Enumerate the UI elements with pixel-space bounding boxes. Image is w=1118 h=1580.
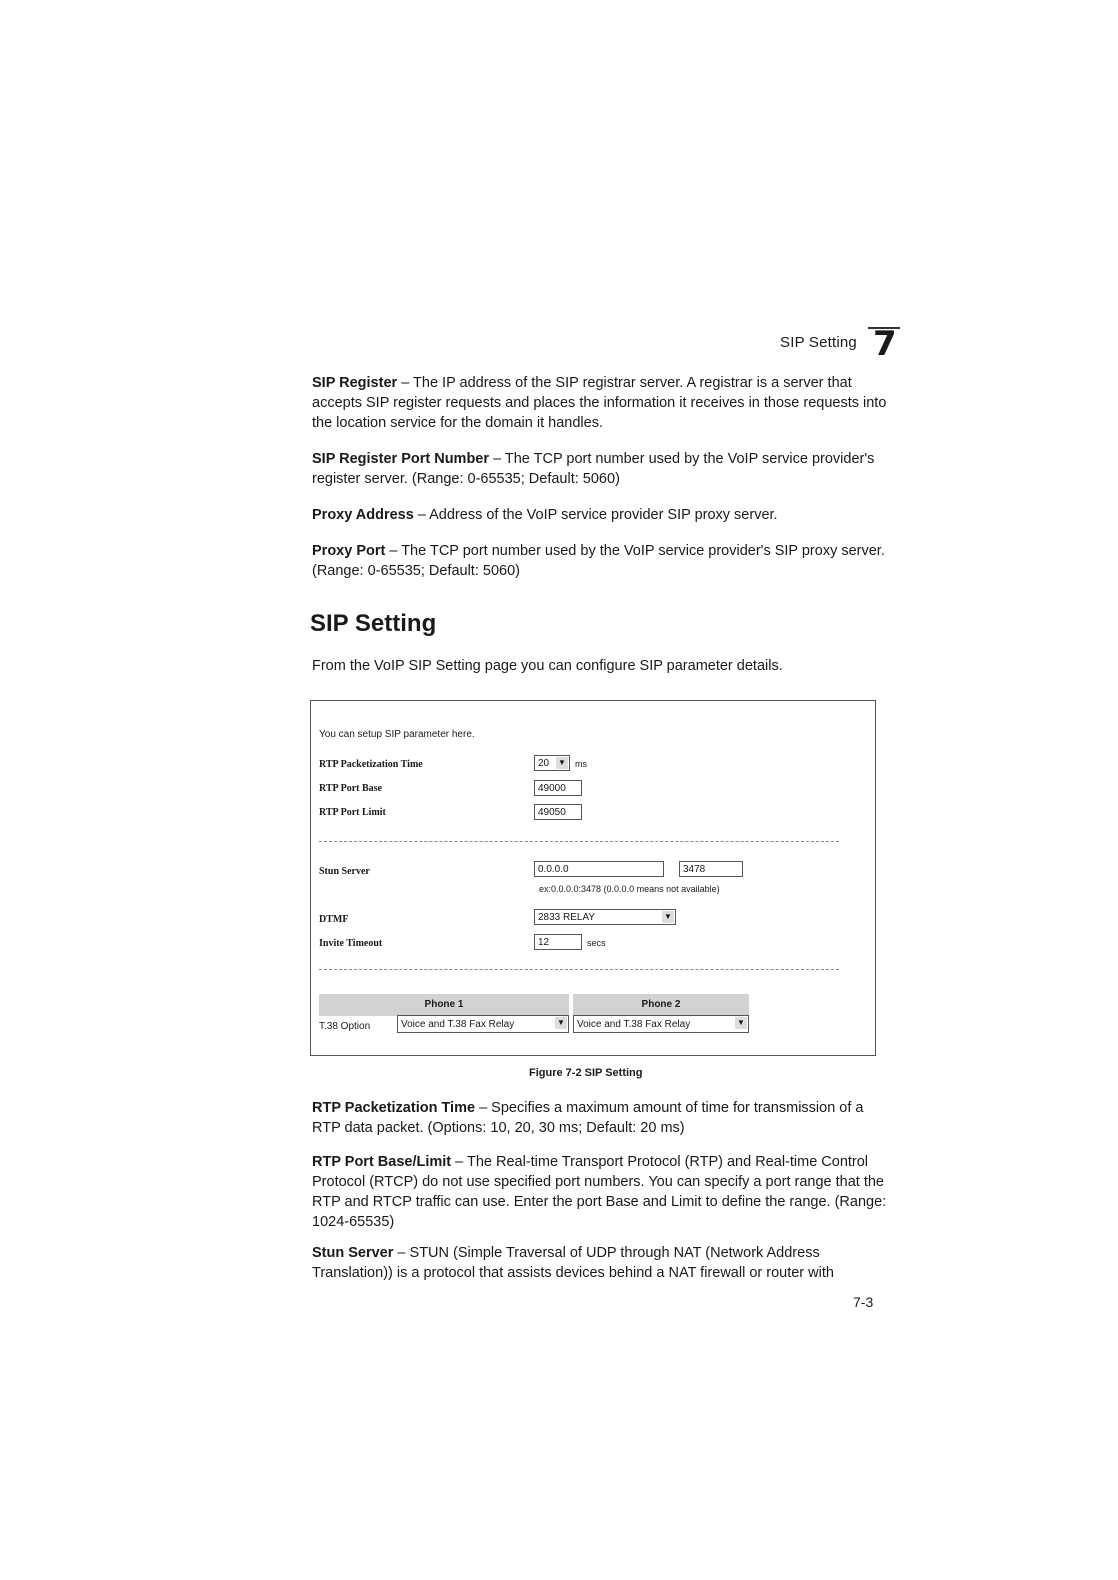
rtp-port-base-label: RTP Port Base: [319, 783, 382, 794]
para-sip-register: [312, 373, 892, 433]
para-rtp-packetization: [312, 1098, 892, 1138]
para-stun-server: [312, 1243, 892, 1283]
desc: – The Real-time Transport Protocol (RTP) and Real-time Control Protocol (RTCP) do not use specified port numbers. You can specify a port range that the RTP and RTCP traffic can use. Enter the port Base and Limit to define the range. (Range: 1024-65535): [312, 1154, 887, 1230]
phone-2-header: Phone 2: [573, 994, 749, 1016]
dtmf-label: DTMF: [319, 914, 349, 925]
desc: – The TCP port number used by the VoIP service provider's SIP proxy server. (Range: 0-65535; Default: 5060): [312, 543, 885, 579]
page-number: 7-3: [853, 1294, 874, 1310]
t38-phone2-value: Voice and T.38 Fax Relay: [577, 1019, 691, 1030]
desc: – STUN (Simple Traversal of UDP through NAT (Network Address Translation)) is a protocol that assists devices behind a NAT firewall or router with: [312, 1245, 834, 1281]
chapter-number: 7: [873, 324, 897, 364]
term: RTP Packetization Time: [312, 1100, 476, 1116]
page-header: [780, 324, 910, 364]
rtp-packetization-value: 20: [538, 758, 550, 769]
term: Stun Server: [312, 1245, 394, 1261]
rtp-port-limit-input[interactable]: 49050: [534, 804, 582, 820]
invite-timeout-unit: secs: [587, 938, 606, 948]
phone-1-header: Phone 1: [319, 994, 569, 1016]
rtp-packetization-label: RTP Packetization Time: [319, 759, 423, 770]
term: Proxy Port: [312, 543, 386, 559]
stun-hint: ex:0.0.0.0:3478 (0.0.0.0 means not available): [539, 884, 720, 894]
rtp-packetization-select[interactable]: [534, 755, 570, 771]
t38-phone1-value: Voice and T.38 Fax Relay: [401, 1019, 515, 1030]
rtp-port-limit-label: RTP Port Limit: [319, 807, 386, 818]
stun-server-input[interactable]: 0.0.0.0: [534, 861, 664, 877]
chevron-down-icon: ▼: [555, 1017, 567, 1029]
desc: – The IP address of the SIP registrar server. A registrar is a server that accepts SIP register requests and places the information it receives in those requests into the location service for the domain it handles.: [312, 375, 887, 431]
rtp-packetization-unit: ms: [575, 759, 587, 769]
figure-intro: You can setup SIP parameter here.: [319, 729, 475, 740]
divider: [319, 969, 839, 970]
sip-setting-figure: [310, 700, 876, 1056]
chevron-down-icon: ▼: [735, 1017, 747, 1029]
section-intro: From the VoIP SIP Setting page you can configure SIP parameter details.: [312, 658, 783, 674]
para-proxy-port: [312, 541, 892, 581]
divider: [319, 841, 839, 842]
header-section-title: SIP Setting: [780, 334, 857, 351]
invite-timeout-input[interactable]: 12: [534, 934, 582, 950]
stun-server-label: Stun Server: [319, 866, 370, 877]
para-rtp-port-base-limit: [312, 1152, 892, 1232]
para-sip-register-port: [312, 449, 892, 489]
term: Proxy Address: [312, 507, 414, 523]
desc: – Specifies a maximum amount of time for transmission of a RTP data packet. (Options: 10, 20, 30 ms; Default: 20 ms): [312, 1100, 864, 1136]
term: SIP Register Port Number: [312, 451, 490, 467]
t38-phone2-select[interactable]: [573, 1015, 749, 1033]
chevron-down-icon: ▼: [556, 757, 568, 769]
rtp-port-base-input[interactable]: 49000: [534, 780, 582, 796]
para-proxy-address: [312, 505, 892, 525]
t38-phone1-select[interactable]: [397, 1015, 569, 1033]
chevron-down-icon: ▼: [662, 911, 674, 923]
term: RTP Port Base/Limit: [312, 1154, 452, 1170]
section-title: SIP Setting: [310, 610, 437, 637]
invite-timeout-label: Invite Timeout: [319, 938, 383, 949]
dtmf-value: 2833 RELAY: [538, 912, 596, 923]
stun-port-input[interactable]: 3478: [679, 861, 743, 877]
desc: – Address of the VoIP service provider SIP proxy server.: [413, 507, 778, 523]
desc: – The TCP port number used by the VoIP service provider's register server. (Range: 0-65535; Default: 5060): [312, 451, 875, 487]
term: SIP Register: [312, 375, 398, 391]
figure-caption: Figure 7-2 SIP Setting: [529, 1067, 643, 1079]
dtmf-select[interactable]: [534, 909, 676, 925]
t38-option-label: T.38 Option: [319, 1021, 371, 1032]
